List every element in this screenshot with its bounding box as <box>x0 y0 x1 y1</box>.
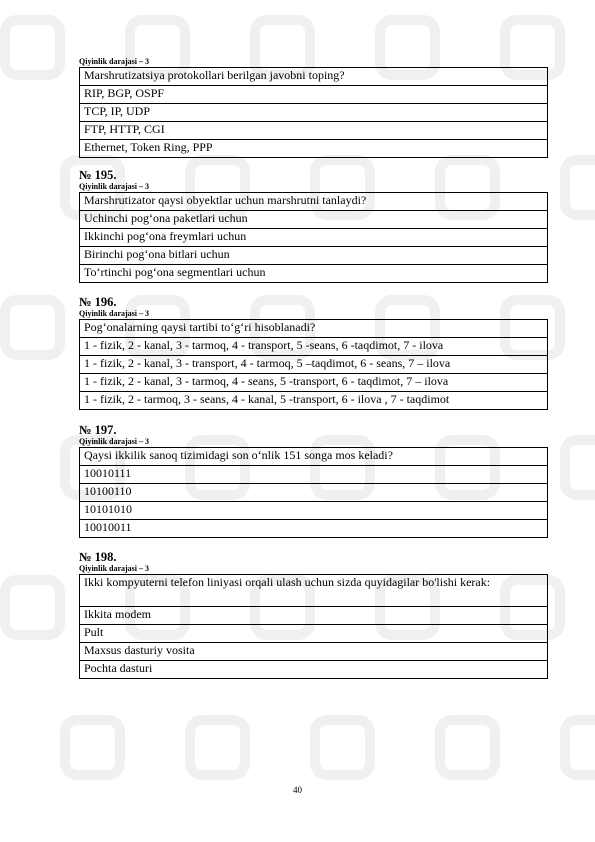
question-text: Pog‘onalarning qaysi tartibi to‘g‘ri hisoblanadi? <box>80 320 548 338</box>
answer-row <box>80 607 548 625</box>
answer-option: TCP, IP, UDP <box>80 104 548 122</box>
answer-row <box>80 338 548 356</box>
question-block <box>79 295 548 410</box>
answer-option: 10010011 <box>80 520 548 538</box>
question-number: № 196. <box>79 295 117 309</box>
question-row <box>80 320 548 338</box>
watermark-shape <box>315 720 370 775</box>
watermark-shape <box>565 160 595 215</box>
question-table <box>79 447 548 538</box>
answer-row <box>80 374 548 392</box>
question-text: Ikki kompyuterni telefon liniyasi orqali ulash uchun sizda quyidagilar bo'lishi kerak: <box>80 575 548 607</box>
answer-option: 10100110 <box>80 484 548 502</box>
answer-option: Ikkinchi pog‘ona freymlari uchun <box>80 229 548 247</box>
answer-row <box>80 140 548 158</box>
question-number: № 198. <box>79 550 117 564</box>
answer-option: 1 - fizik, 2 - kanal, 3 - transport, 4 - tarmoq, 5 –taqdimot, 6 - seans, 7 – ilova <box>80 356 548 374</box>
watermark-shape <box>190 720 245 775</box>
difficulty-level: Qiyinlik darajasi – 3 <box>79 437 150 446</box>
difficulty-level: Qiyinlik darajasi – 3 <box>79 309 150 318</box>
answer-row <box>80 502 548 520</box>
answer-option: RIP, BGP, OSPF <box>80 86 548 104</box>
watermark-shape <box>5 20 60 75</box>
answer-row <box>80 625 548 643</box>
question-text: Qaysi ikkilik sanoq tizimidagi son o‘nlik 151 songa mos keladi? <box>80 448 548 466</box>
answer-option: Birinchi pog‘ona bitlari uchun <box>80 247 548 265</box>
question-block <box>79 550 548 679</box>
answer-option: Maxsus dasturiy vosita <box>80 643 548 661</box>
difficulty-level: Qiyinlik darajasi – 3 <box>79 57 150 66</box>
answer-row <box>80 122 548 140</box>
difficulty-level: Qiyinlik darajasi – 3 <box>79 564 150 573</box>
watermark-shape <box>5 300 60 355</box>
answer-row <box>80 466 548 484</box>
answer-row <box>80 520 548 538</box>
answer-row <box>80 86 548 104</box>
question-row <box>80 68 548 86</box>
question-row <box>80 448 548 466</box>
answer-option: 10010111 <box>80 466 548 484</box>
answer-row <box>80 265 548 283</box>
question-text: Marshrutizator qaysi obyektlar uchun marshrutni tanlaydi? <box>80 193 548 211</box>
question-row <box>80 575 548 607</box>
question-number: № 197. <box>79 423 117 437</box>
question-number: № 195. <box>79 168 117 182</box>
answer-row <box>80 484 548 502</box>
answer-option: 1 - fizik, 2 - tarmoq, 3 - seans, 4 - kanal, 5 -transport, 6 - ilova , 7 - taqdimot <box>80 392 548 410</box>
watermark-shape <box>565 440 595 495</box>
question-row <box>80 193 548 211</box>
question-block <box>79 57 548 158</box>
answer-row <box>80 229 548 247</box>
question-block <box>79 423 548 538</box>
difficulty-level: Qiyinlik darajasi – 3 <box>79 182 150 191</box>
question-text: Marshrutizatsiya protokollari berilgan javobni toping? <box>80 68 548 86</box>
answer-option: Pult <box>80 625 548 643</box>
answer-option: 1 - fizik, 2 - kanal, 3 - tarmoq, 4 - transport, 5 -seans, 6 -taqdimot, 7 - ilova <box>80 338 548 356</box>
answer-option: Pochta dasturi <box>80 661 548 679</box>
question-block <box>79 168 548 283</box>
watermark-shape <box>440 720 495 775</box>
watermark-shape <box>5 580 60 635</box>
answer-row <box>80 356 548 374</box>
answer-option: Ikkita modem <box>80 607 548 625</box>
page-number: 40 <box>293 785 302 795</box>
question-table <box>79 574 548 679</box>
answer-option: To‘rtinchi pog‘ona segmentlari uchun <box>80 265 548 283</box>
answer-row <box>80 211 548 229</box>
answer-row <box>80 392 548 410</box>
watermark-shape <box>565 720 595 775</box>
answer-option: FTP, HTTP, CGI <box>80 122 548 140</box>
answer-row <box>80 247 548 265</box>
question-table <box>79 67 548 158</box>
answer-option: 10101010 <box>80 502 548 520</box>
answer-row <box>80 104 548 122</box>
answer-row <box>80 643 548 661</box>
question-table <box>79 192 548 283</box>
answer-row <box>80 661 548 679</box>
watermark-shape <box>65 720 120 775</box>
answer-option: Ethernet, Token Ring, PPP <box>80 140 548 158</box>
answer-option: 1 - fizik, 2 - kanal, 3 - tarmoq, 4 - seans, 5 -transport, 6 - taqdimot, 7 – ilova <box>80 374 548 392</box>
answer-option: Uchinchi pog‘ona paketlari uchun <box>80 211 548 229</box>
question-table <box>79 319 548 410</box>
